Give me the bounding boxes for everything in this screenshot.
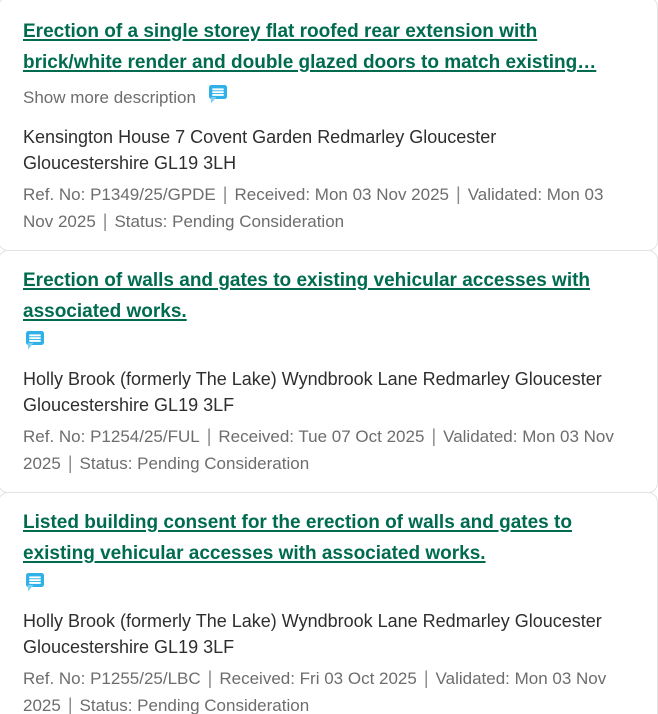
description-icon-row xyxy=(23,332,633,354)
meta-separator: | xyxy=(206,426,212,446)
comment-icon xyxy=(23,330,45,356)
meta-separator: | xyxy=(222,184,228,204)
meta-separator: | xyxy=(423,668,429,688)
status-text: Status: Pending Consideration xyxy=(79,696,310,714)
description-icon-row xyxy=(23,574,633,596)
application-address: Holly Brook (formerly The Lake) Wyndbrook Lane Redmarley Gloucester Gloucestershire GL19 3LF xyxy=(23,369,602,415)
show-more-description-button[interactable] xyxy=(23,84,228,112)
validated-date: Validated: Mon 03 Nov 2025 xyxy=(23,669,607,714)
application-title xyxy=(23,265,627,327)
application-title-link[interactable]: Listed building consent for the erection of walls and gates to existing vehicular accesses with associated works. xyxy=(23,512,572,564)
meta-separator: | xyxy=(102,211,108,231)
application-title xyxy=(23,507,627,569)
application-meta xyxy=(23,423,623,477)
meta-separator: | xyxy=(207,668,213,688)
meta-separator: | xyxy=(67,695,73,714)
validated-date: Validated: Mon 03 Nov 2025 xyxy=(23,427,614,473)
received-date: Received: Fri 03 Oct 2025 xyxy=(219,669,417,688)
application-address: Holly Brook (formerly The Lake) Wyndbrook Lane Redmarley Gloucester Gloucestershire GL19 3LF xyxy=(23,611,602,657)
search-result-card xyxy=(0,492,658,714)
received-date: Received: Mon 03 Nov 2025 xyxy=(234,185,449,204)
comment-icon xyxy=(23,572,45,598)
ref-number: Ref. No: P1349/25/GPDE xyxy=(23,185,216,204)
meta-separator: | xyxy=(431,426,437,446)
comment-icon xyxy=(206,84,228,112)
show-more-label: Show more description xyxy=(23,88,196,107)
status-text: Status: Pending Consideration xyxy=(79,454,310,473)
ref-number: Ref. No: P1254/25/FUL xyxy=(23,427,200,446)
ref-number: Ref. No: P1255/25/LBC xyxy=(23,669,201,688)
application-title xyxy=(23,16,627,78)
application-meta xyxy=(23,181,623,235)
meta-separator: | xyxy=(456,184,461,204)
application-title-link[interactable]: Erection of a single storey flat roofed rear extension with brick/white render and double glazed doors to match existing… xyxy=(23,21,597,73)
application-address: Kensington House 7 Covent Garden Redmarley Gloucester Gloucestershire GL19 3LH xyxy=(23,127,497,173)
validated-date: Validated: Mon 03 Nov 2025 xyxy=(23,185,604,231)
received-date: Received: Tue 07 Oct 2025 xyxy=(218,427,425,446)
application-meta xyxy=(23,665,623,714)
search-result-card xyxy=(0,250,658,493)
search-result-card xyxy=(0,0,658,251)
meta-separator: | xyxy=(67,453,73,473)
status-text: Status: Pending Consideration xyxy=(114,212,345,231)
application-title-link[interactable]: Erection of walls and gates to existing vehicular accesses with associated works. xyxy=(23,270,591,322)
